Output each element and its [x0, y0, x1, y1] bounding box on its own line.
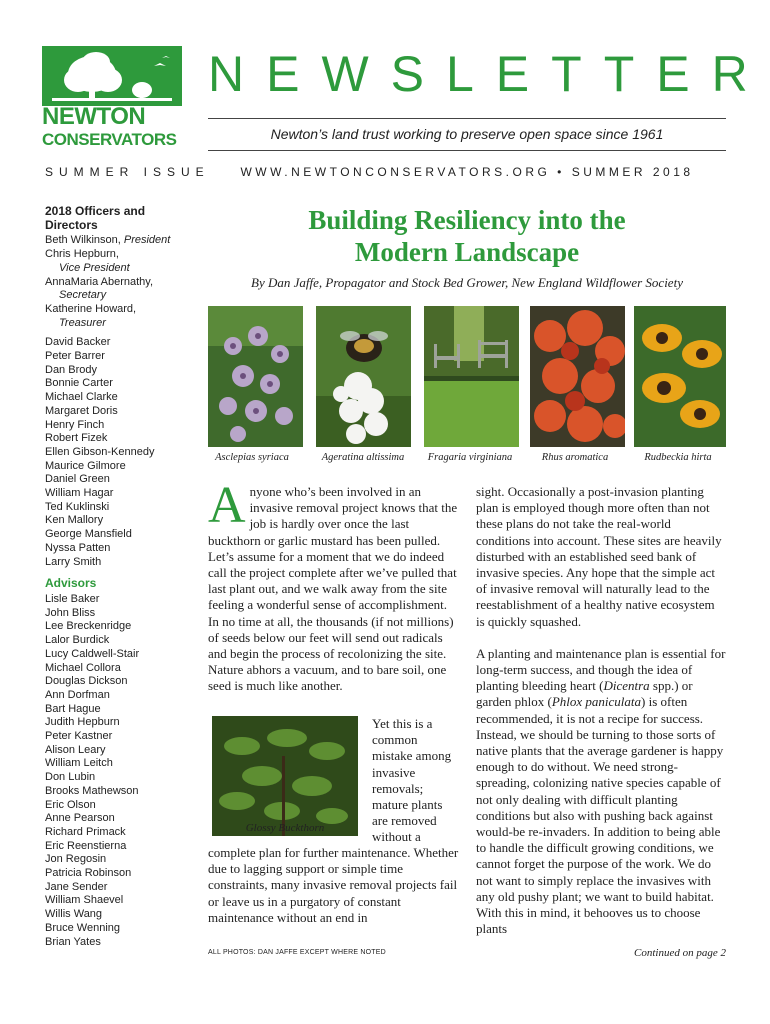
photo-glossy-buckthorn [212, 716, 358, 836]
website-and-date: WWW.NEWTONCONSERVATORS.ORG • SUMMER 2018 [240, 165, 694, 179]
advisor-name: Lee Breckenridge [45, 620, 132, 633]
logo-wordmark-line1: NEWTON [42, 103, 146, 130]
advisor-name: Jon Regosin [45, 853, 107, 866]
photo-rhus [530, 306, 625, 447]
advisor-name: Lucy Caldwell-Stair [45, 647, 140, 660]
advisor-name: Alison Leary [45, 743, 106, 756]
advisor-name: Patricia Robinson [45, 867, 132, 880]
officer-name: Beth Wilkinson, [45, 234, 124, 247]
director-name: Maurice Gilmore [45, 459, 126, 472]
headline-line1: Building Resiliency into the [308, 205, 626, 235]
photo-ageratina [316, 306, 411, 447]
advisor-name: Brooks Mathewson [45, 784, 139, 797]
article-byline: By Dan Jaffe, Propagator and Stock Bed Grower, New England Wildflower Society [251, 275, 683, 290]
director-name: Ted Kuklinski [45, 500, 110, 513]
officer-entry [45, 234, 195, 248]
logo-wordmark-line2: CONSERVATORS [42, 130, 177, 149]
director-name: George Mansfield [45, 528, 132, 541]
director-name: Michael Clarke [45, 391, 118, 404]
photo-caption: Rhus aromatica [541, 452, 609, 463]
director-name: Dan Brody [45, 363, 97, 376]
director-name: Ellen Gibson-Kennedy [45, 445, 155, 458]
advisor-name: Douglas Dickson [45, 675, 128, 688]
paragraph: Yet this is a common mistake among invasive removals; mature plants are removed without a [372, 716, 452, 845]
sidebar-officers [45, 205, 195, 949]
officer-name: Katherine Howard, [45, 302, 137, 315]
paragraph: complete plan for further maintenance. Whether due to lagging support or simple time constraints, many invasive removal projects fail or leave us in a purgatory of constant maintenance without an end in [208, 845, 459, 925]
advisor-name: William Shaevel [45, 894, 124, 907]
director-name: William Hagar [45, 487, 114, 500]
advisor-name: John Bliss [45, 606, 96, 619]
director-name: Nyssa Patten [45, 541, 111, 554]
advisor-name: Willis Wang [45, 908, 103, 921]
masthead-tagline: Newton’s land trust working to preserve open space since 1961 [270, 126, 664, 142]
director-name: Henry Finch [45, 418, 105, 431]
masthead-title: NEWSLETTER [208, 46, 770, 102]
masthead-rule-top [208, 118, 726, 119]
director-name: Ken Mallory [45, 514, 104, 527]
advisor-name: Lisle Baker [45, 592, 100, 605]
officer-role: Treasurer [59, 316, 106, 329]
headline-line2: Modern Landscape [354, 237, 580, 267]
officer-entry [45, 248, 195, 275]
officers-heading: 2018 Officers and Directors [45, 204, 146, 232]
continued-link[interactable]: Continued on page 2 [634, 947, 726, 959]
director-name: David Backer [45, 336, 111, 349]
photo-caption: Fragaria virginiana [427, 452, 513, 463]
advisors-heading: Advisors [45, 576, 97, 591]
advisor-name: William Leitch [45, 757, 113, 770]
article-column-2 [476, 484, 726, 953]
advisor-name: Bart Hague [45, 702, 101, 715]
advisor-name: Ann Dorfman [45, 688, 110, 701]
advisor-name: Michael Collora [45, 661, 121, 674]
advisor-name: Don Lubin [45, 771, 96, 784]
logo-tree-graphic [42, 46, 182, 106]
newton-conservators-logo [42, 46, 182, 158]
photo-fragaria [424, 306, 519, 447]
advisor-name: Eric Reenstierna [45, 839, 127, 852]
photo-caption: Rudbeckia hirta [644, 452, 712, 463]
director-name: Margaret Doris [45, 404, 118, 417]
officer-role: Secretary [59, 289, 107, 302]
drop-cap: A [208, 477, 246, 534]
advisor-name: Bruce Wenning [45, 921, 121, 934]
officer-entry [45, 303, 195, 330]
officer-role: President [123, 234, 171, 247]
director-name: Peter Barrer [45, 350, 105, 363]
advisor-name: Eric Olson [45, 798, 96, 811]
advisor-name: Jane Sender [45, 880, 108, 893]
paragraph: A planting and maintenance plan is essential for long-term success, and though the idea of planting bleeding heart (Dicentra spp.) or garden phlox (Phlox paniculata) is often recommended, it is not a recipe for success. Instead, we should be turning to those sorts of native plants that the average gardener is happy enough to do without. We need strong-spreading, colonizing native species capable of not only dealing with difficult planting conditions but also with pushing back against would-be re-invaders. In addition to being able to handle the difficult growing conditions, we cannot forget the purpose of the work. We do not want to simply replace the invasives with any old pushy plant; we want to build habitat. With this in mind, it behooves us to choose plants [476, 645, 726, 937]
thumb-caption: Glossy Buckthorn [245, 822, 325, 834]
directors-list [45, 336, 195, 569]
paragraph: nyone who’s been involved in an invasive removal project knows that the job is hardly over once the last buckthorn or garlic mustard has been pulled. Let’s assume for a moment that we do indeed call the project complete after we’ve pulled that last plant out, and we walk away from the site feeling a wonderful sense of accomplishment. In no time at all, the thousands (if not millions) of seeds below our feet will send out radicals and begin the process of recolonizing the site. Nature abhors a vacuum, and to bare soil, one seed is much like another. [208, 484, 458, 694]
photo-credit: ALL PHOTOS: DAN JAFFE EXCEPT WHERE NOTED [208, 949, 386, 956]
photo-caption: Ageratina altissima [321, 452, 405, 463]
article-headline [208, 204, 726, 268]
director-name: Larry Smith [45, 555, 102, 568]
paragraph: sight. Occasionally a post-invasion planting plan is employed though more often than not these plans do not take the real-world conditions into account. These sites are heavily disturbed with an established seed bank of invasive species. Any hope that the simple act of invasive removal will naturally lead to the reestablishment of a healthy native ecosystem is quickly squashed. [476, 484, 722, 629]
officer-role: Vice President [59, 261, 130, 274]
advisor-name: Richard Primack [45, 825, 126, 838]
advisor-name: Brian Yates [45, 935, 101, 948]
advisor-name: Lalor Burdick [45, 634, 110, 647]
director-name: Robert Fizek [45, 432, 108, 445]
officer-name: AnnaMaria Abernathy, [45, 275, 154, 288]
advisor-name: Anne Pearson [45, 812, 115, 825]
photo-caption: Asclepias syriaca [215, 452, 289, 463]
issue-label: SUMMER ISSUE [45, 165, 210, 179]
photo-asclepias [208, 306, 303, 447]
director-name: Daniel Green [45, 473, 110, 486]
director-name: Bonnie Carter [45, 377, 113, 390]
officer-name: Chris Hepburn, [45, 248, 119, 261]
masthead-rule-bottom [208, 150, 726, 151]
officer-entry [45, 276, 195, 303]
advisor-name: Judith Hepburn [45, 716, 120, 729]
photo-rudbeckia [634, 306, 726, 447]
article-column-1 [208, 477, 460, 695]
advisor-name: Peter Kastner [45, 730, 113, 743]
advisors-list [45, 593, 195, 949]
